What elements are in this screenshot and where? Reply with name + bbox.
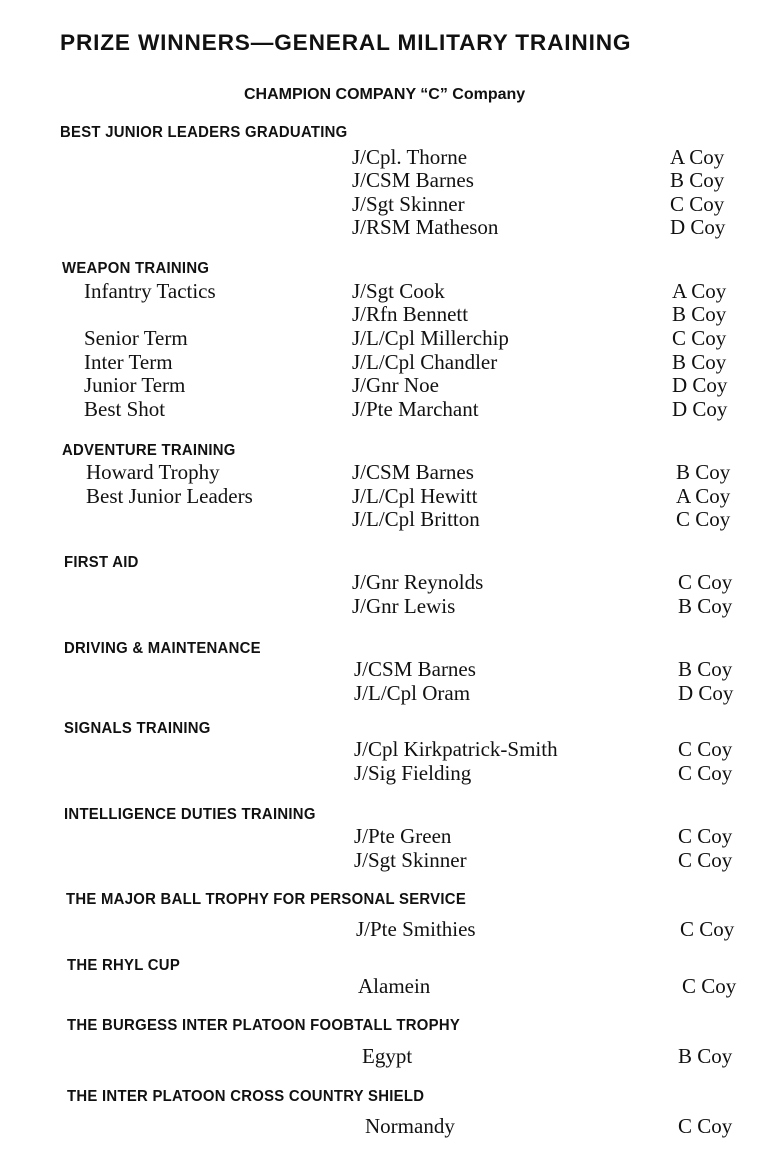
category-label: Inter Term: [84, 350, 173, 374]
category-label: Best Shot: [84, 397, 166, 421]
winner-name: Egypt: [362, 1044, 413, 1068]
company-label: B Coy: [672, 350, 727, 374]
winner-name: J/L/Cpl Chandler: [352, 350, 498, 374]
winner-name: J/Gnr Noe: [352, 373, 439, 397]
winner-name: J/Sig Fielding: [354, 761, 472, 785]
company-label: B Coy: [672, 302, 727, 326]
winner-name: J/L/Cpl Hewitt: [352, 484, 478, 508]
winner-name: J/Sgt Skinner: [352, 192, 465, 216]
section-heading: FIRST AID: [64, 554, 139, 571]
category-label: Senior Term: [84, 326, 188, 350]
winner-name: J/L/Cpl Britton: [352, 507, 480, 531]
winner-name: J/Pte Marchant: [352, 397, 479, 421]
company-label: C Coy: [678, 761, 733, 785]
winner-name: J/CSM Barnes: [352, 168, 474, 192]
company-label: D Coy: [678, 681, 734, 705]
winner-name: J/CSM Barnes: [352, 460, 474, 484]
section-heading: THE BURGESS INTER PLATOON FOOBTALL TROPHY: [67, 1017, 461, 1034]
company-label: B Coy: [678, 594, 733, 618]
category-label: Howard Trophy: [86, 460, 220, 484]
winner-name: J/Gnr Lewis: [352, 594, 456, 618]
company-label: B Coy: [678, 657, 733, 681]
company-label: C Coy: [676, 507, 731, 531]
winner-name: J/Rfn Bennett: [352, 302, 469, 326]
winner-name: J/Pte Green: [354, 824, 452, 848]
winner-name: J/L/Cpl Oram: [354, 681, 471, 705]
page-title: PRIZE WINNERS—GENERAL MILITARY TRAINING: [60, 30, 632, 55]
category-label: Best Junior Leaders: [86, 484, 253, 508]
winner-name: Normandy: [365, 1114, 455, 1138]
category-label: Infantry Tactics: [84, 279, 216, 303]
section-heading: THE MAJOR BALL TROPHY FOR PERSONAL SERVICE: [66, 891, 467, 908]
category-label: Junior Term: [84, 373, 186, 397]
section-heading: BEST JUNIOR LEADERS GRADUATING: [60, 124, 348, 141]
company-label: D Coy: [672, 373, 728, 397]
company-label: C Coy: [682, 974, 737, 998]
winner-name: Alamein: [358, 974, 431, 998]
company-label: A Coy: [676, 484, 731, 508]
company-label: C Coy: [670, 192, 725, 216]
company-label: C Coy: [678, 737, 733, 761]
company-label: D Coy: [672, 397, 728, 421]
section-heading: ADVENTURE TRAINING: [62, 442, 236, 459]
winner-name: J/RSM Matheson: [352, 215, 499, 239]
company-label: A Coy: [670, 145, 725, 169]
winner-name: J/Sgt Cook: [352, 279, 445, 303]
company-label: C Coy: [678, 570, 733, 594]
section-heading: INTELLIGENCE DUTIES TRAINING: [64, 806, 316, 823]
champion-company: CHAMPION COMPANY “C” Company: [244, 86, 526, 103]
company-label: B Coy: [678, 1044, 733, 1068]
winner-name: J/Cpl Kirkpatrick-Smith: [354, 737, 558, 761]
company-label: C Coy: [678, 848, 733, 872]
company-label: D Coy: [670, 215, 726, 239]
company-label: B Coy: [670, 168, 725, 192]
section-heading: DRIVING & MAINTENANCE: [64, 640, 261, 657]
winner-name: J/Cpl. Thorne: [352, 145, 468, 169]
company-label: C Coy: [680, 917, 735, 941]
company-label: C Coy: [678, 824, 733, 848]
winner-name: J/L/Cpl Millerchip: [352, 326, 509, 350]
company-label: B Coy: [676, 460, 731, 484]
section-heading: THE INTER PLATOON CROSS COUNTRY SHIELD: [67, 1088, 425, 1105]
winner-name: J/Gnr Reynolds: [352, 570, 484, 594]
company-label: C Coy: [672, 326, 727, 350]
section-heading: SIGNALS TRAINING: [64, 720, 211, 737]
section-heading: WEAPON TRAINING: [62, 260, 210, 277]
winner-name: J/Sgt Skinner: [354, 848, 467, 872]
company-label: C Coy: [678, 1114, 733, 1138]
winner-name: J/Pte Smithies: [356, 917, 476, 941]
company-label: A Coy: [672, 279, 727, 303]
section-heading: THE RHYL CUP: [67, 957, 181, 974]
winner-name: J/CSM Barnes: [354, 657, 476, 681]
